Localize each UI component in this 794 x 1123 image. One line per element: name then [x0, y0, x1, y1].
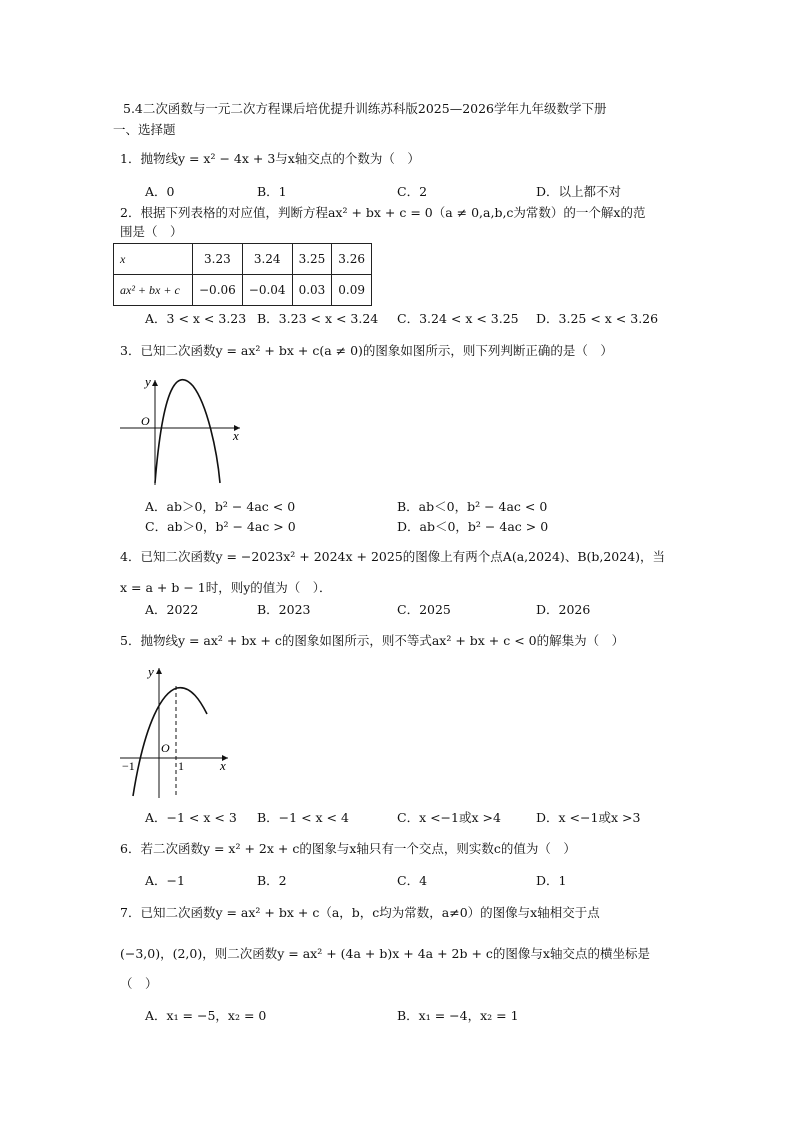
q4-option-b: B．2023 — [257, 602, 311, 617]
q4-option-c: C．2025 — [397, 602, 451, 617]
origin-label: O — [161, 741, 170, 755]
q7-stem-line2: (−3,0)，(2,0)，则二次函数y = ax² + (4a + b)x + 4a + 2b + c的图像与x轴交点的横坐标是 — [120, 946, 650, 961]
parabola-curve — [133, 688, 207, 796]
y-axis-label: y — [148, 664, 154, 679]
table-cell: −0.04 — [242, 275, 292, 306]
x-axis-label: x — [233, 428, 239, 443]
q5-option-d: D．x <−1或x >3 — [536, 810, 641, 825]
q2-option-a: A．3 < x < 3.23 — [145, 311, 247, 326]
q2-stem-line2: 围是（ ） — [120, 224, 183, 239]
q6-option-a: A．−1 — [145, 873, 185, 888]
q6-stem: 6．若二次函数y = x² + 2x + c的图象与x轴只有一个交点，则实数c的值为（ ） — [120, 841, 576, 856]
q4-option-a: A．2022 — [145, 602, 199, 617]
q7-stem-line3: （ ） — [120, 976, 158, 991]
q5-option-a: A．−1 < x < 3 — [145, 810, 237, 825]
q7-stem-line1: 7．已知二次函数y = ax² + bx + c（a，b，c均为常数，a≠0）的图像与x轴相交于点 — [120, 905, 600, 920]
q1-stem: 1．抛物线y = x² − 4x + 3与x轴交点的个数为（ ） — [120, 151, 420, 166]
table-cell: 0.09 — [332, 275, 372, 306]
section-heading: 一、选择题 — [113, 122, 176, 137]
table-cell: ax² + bx + c — [114, 275, 193, 306]
table-cell: 0.03 — [292, 275, 332, 306]
doc-title: 5.4二次函数与一元二次方程课后培优提升训练苏科版2025—2026学年九年级数学下册 — [123, 101, 607, 116]
table-cell: x — [114, 244, 193, 275]
table-cell: 3.23 — [193, 244, 243, 275]
q6-option-b: B．2 — [257, 873, 287, 888]
q5-stem: 5．抛物线y = ax² + bx + c的图象如图所示，则不等式ax² + bx + c < 0的解集为（ ） — [120, 633, 625, 648]
q2-option-d: D．3.25 < x < 3.26 — [536, 311, 659, 326]
table-cell: 3.25 — [292, 244, 332, 275]
x-axis-label: x — [220, 758, 226, 773]
q2-stem-line1: 2．根据下列表格的对应值，判断方程ax² + bx + c = 0（a ≠ 0,a,b,c为常数）的一个解x的范 — [120, 205, 646, 220]
q5-graph — [115, 660, 245, 802]
value-table — [113, 243, 372, 306]
q5-option-b: B．−1 < x < 4 — [257, 810, 349, 825]
q4-stem-line1: 4．已知二次函数y = −2023x² + 2024x + 2025的图像上有两个点A(a,2024)、B(b,2024)，当 — [120, 549, 666, 564]
q1-option-a: A．0 — [145, 184, 175, 199]
table-cell: 3.26 — [332, 244, 372, 275]
tick-label-neg-one: −1 — [122, 759, 135, 773]
q3-graph — [115, 370, 255, 490]
q4-stem-line2: x = a + b − 1时，则y的值为（ ）． — [120, 580, 332, 595]
table-row — [114, 244, 372, 275]
q3-option-d: D．ab＜0，b² − 4ac > 0 — [397, 519, 549, 534]
q7-option-b: B．x₁ = −4，x₂ = 1 — [397, 1008, 519, 1023]
q1-option-c: C．2 — [397, 184, 428, 199]
q3-option-b: B．ab＜0，b² − 4ac < 0 — [397, 499, 548, 514]
q2-option-b: B．3.23 < x < 3.24 — [257, 311, 379, 326]
table-cell: 3.24 — [242, 244, 292, 275]
q1-option-b: B．1 — [257, 184, 287, 199]
q4-option-d: D．2026 — [536, 602, 591, 617]
table-cell: −0.06 — [193, 275, 243, 306]
q6-option-c: C．4 — [397, 873, 428, 888]
q3-stem: 3．已知二次函数y = ax² + bx + c(a ≠ 0)的图象如图所示，则下列判断正确的是（ ） — [120, 343, 613, 358]
q2-option-c: C．3.24 < x < 3.25 — [397, 311, 519, 326]
y-axis-label: y — [145, 374, 151, 389]
q3-option-a: A．ab＞0，b² − 4ac < 0 — [145, 499, 296, 514]
q3-option-c: C．ab＞0，b² − 4ac > 0 — [145, 519, 296, 534]
q7-option-a: A．x₁ = −5，x₂ = 0 — [145, 1008, 267, 1023]
tick-label-one: 1 — [178, 759, 184, 773]
origin-label: O — [141, 414, 150, 428]
parabola-curve — [155, 380, 220, 483]
q6-option-d: D．1 — [536, 873, 567, 888]
q5-option-c: C．x <−1或x >4 — [397, 810, 501, 825]
table-row — [114, 275, 372, 306]
q1-option-d: D．以上都不对 — [536, 184, 622, 199]
